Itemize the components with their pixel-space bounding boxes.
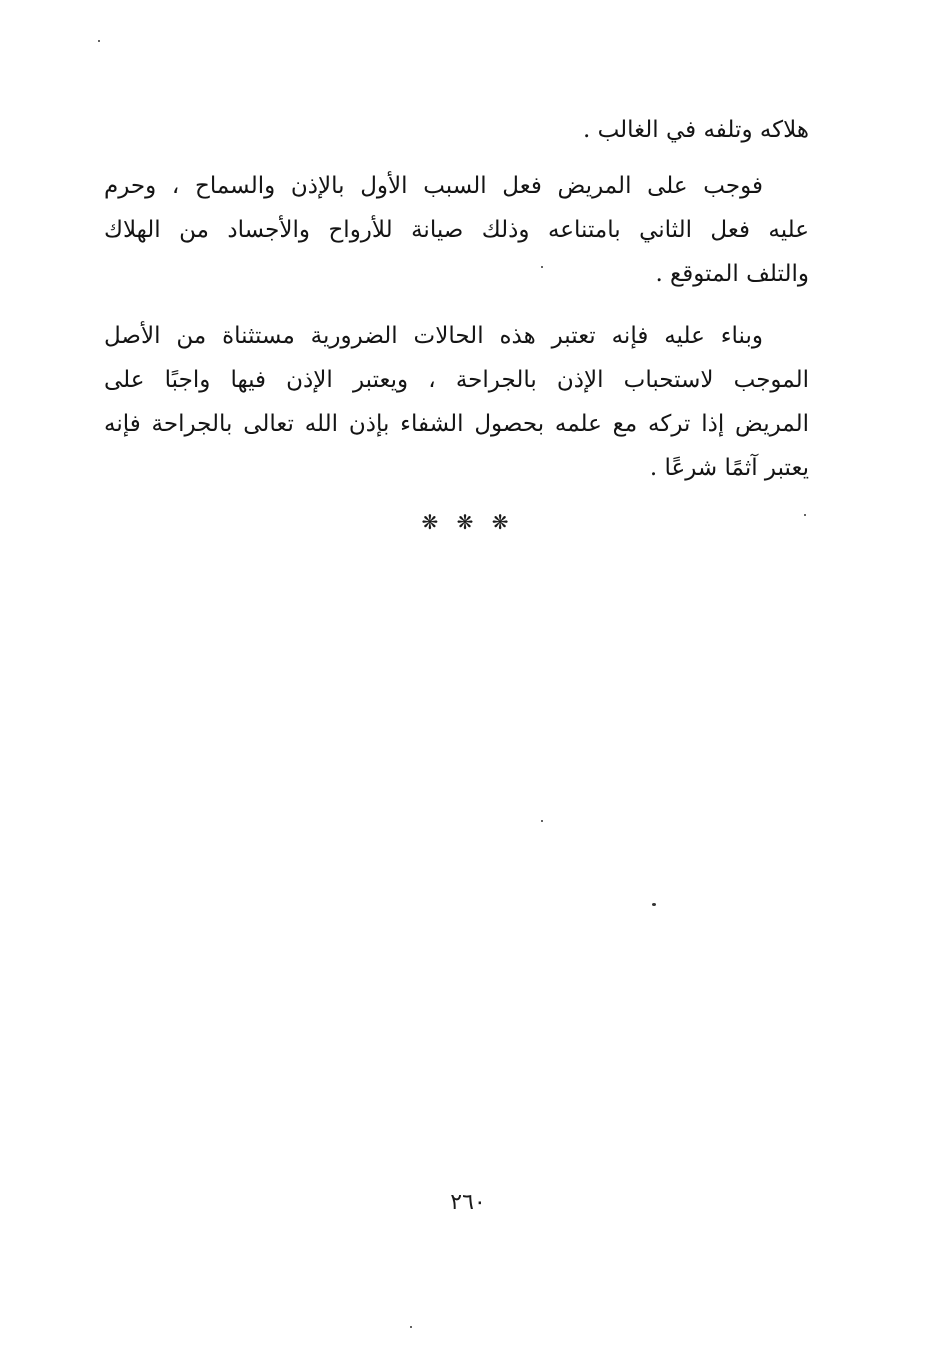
text-line: والتلف المتوقع . xyxy=(655,261,809,287)
scan-speck xyxy=(541,266,543,268)
paragraph-1 xyxy=(104,108,809,152)
section-separator: ❋ ❋ ❋ xyxy=(421,510,515,534)
paragraph-3 xyxy=(104,314,809,490)
text-line: عليه فعل الثاني بامتناعه وذلك صيانة للأرواح والأجساد من الهلاك xyxy=(104,217,809,243)
text-line: هلاكه وتلفه في الغالب . xyxy=(582,117,809,143)
paragraph-2 xyxy=(104,164,809,296)
page-number: ٢٦٠ xyxy=(450,1190,486,1215)
text-line: المريض إذا تركه مع علمه بحصول الشفاء بإذن الله تعالى بالجراحة فإنه xyxy=(104,411,809,437)
text-line: يعتبر آثمًا شرعًا . xyxy=(649,455,809,481)
scan-speck xyxy=(410,1326,412,1328)
scan-speck xyxy=(804,514,806,516)
scan-speck xyxy=(652,903,656,906)
text-line: الموجب لاستحباب الإذن بالجراحة ، ويعتبر الإذن فيها واجبًا على xyxy=(104,367,809,393)
scan-speck xyxy=(98,40,100,42)
text-line: وبناء عليه فإنه تعتبر هذه الحالات الضرورية مستثناة من الأصل xyxy=(104,323,763,349)
scan-speck xyxy=(541,820,543,822)
text-line: فوجب على المريض فعل السبب الأول بالإذن والسماح ، وحرم xyxy=(104,173,763,199)
